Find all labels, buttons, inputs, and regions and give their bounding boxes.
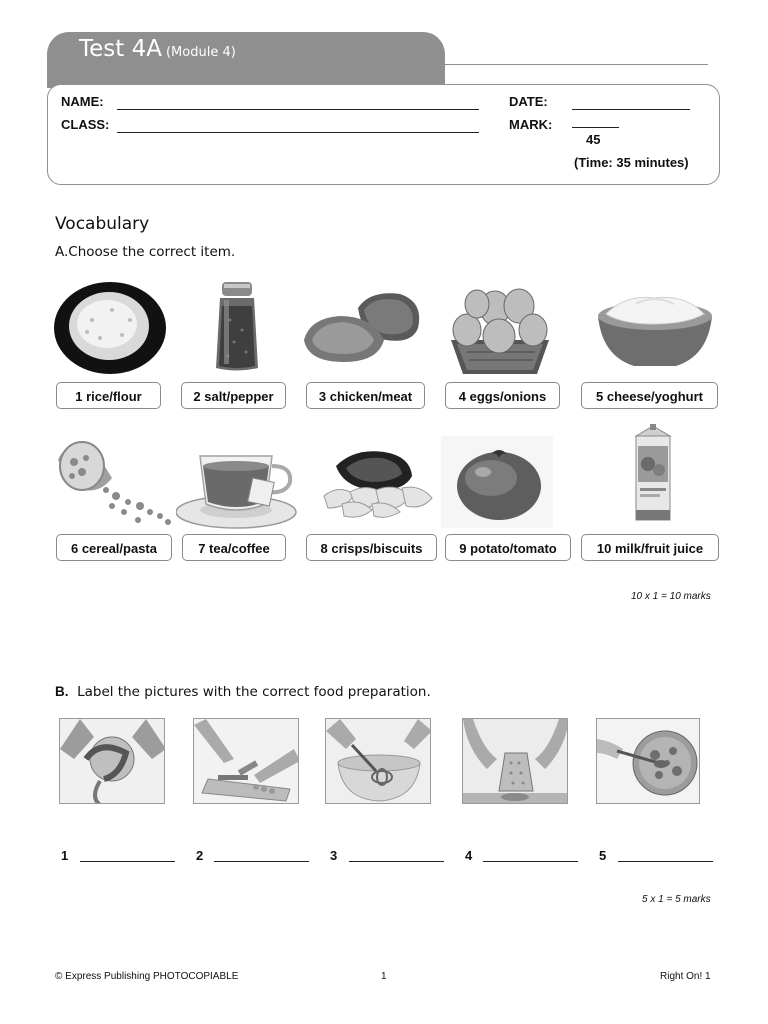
blank-number-1: 1 (61, 848, 69, 863)
vocab-item-5[interactable]: 5 cheese/yoghurt (581, 382, 718, 409)
date-label: DATE: (509, 94, 548, 109)
date-field[interactable] (572, 109, 690, 110)
title-rule (445, 64, 708, 65)
vocab-item-8[interactable]: 8 crisps/biscuits (306, 534, 437, 561)
chopping-icon (193, 718, 299, 804)
mark-field[interactable] (572, 127, 619, 128)
stirring-icon (596, 718, 700, 804)
blank-number-3: 3 (330, 848, 338, 863)
test-subtitle: (Module 4) (165, 45, 236, 60)
blank-number-5: 5 (599, 848, 607, 863)
tea-cup-icon (176, 446, 298, 532)
answer-blank-1[interactable] (80, 861, 175, 862)
section-b-letter: B. (55, 684, 69, 699)
pepper-shaker-icon (210, 280, 264, 374)
meat-icon (300, 288, 424, 366)
juice-carton-icon (628, 424, 678, 524)
whisking-icon (325, 718, 431, 804)
name-field[interactable] (117, 109, 479, 110)
vocab-item-7[interactable]: 7 tea/coffee (182, 534, 286, 561)
marks-b: 5 x 1 = 5 marks (642, 894, 711, 905)
vocab-item-9[interactable]: 9 potato/tomato (445, 534, 571, 561)
name-label: NAME: (61, 94, 104, 109)
crisps-bag-icon (314, 446, 438, 522)
vocabulary-heading: Vocabulary (55, 214, 150, 234)
vocab-item-2[interactable]: 2 salt/pepper (181, 382, 286, 409)
footer-book-title: Right On! 1 (660, 971, 711, 982)
marks-a: 10 x 1 = 10 marks (631, 591, 711, 602)
title-tab (47, 32, 445, 88)
blank-number-2: 2 (196, 848, 204, 863)
tomato-icon (441, 436, 553, 528)
section-b-text: Label the pictures with the correct food preparation. (77, 684, 431, 700)
vocab-item-6[interactable]: 6 cereal/pasta (56, 534, 172, 561)
egg-basket-icon (447, 282, 553, 376)
vocab-item-3[interactable]: 3 chicken/meat (306, 382, 425, 409)
peeling-icon (59, 718, 165, 804)
answer-blank-2[interactable] (214, 861, 309, 862)
blank-number-4: 4 (465, 848, 473, 863)
class-field[interactable] (117, 132, 479, 133)
vocab-item-1[interactable]: 1 rice/flour (56, 382, 161, 409)
mark-total: 45 (586, 132, 601, 147)
yoghurt-bowl-icon (596, 290, 714, 370)
test-title: Test 4A (Module 4) (79, 36, 236, 62)
cereal-jar-icon (52, 440, 180, 534)
rice-plate-icon (52, 280, 168, 376)
mark-label: MARK: (509, 117, 553, 132)
time-note: (Time: 35 minutes) (574, 155, 689, 170)
vocab-item-10[interactable]: 10 milk/fruit juice (581, 534, 719, 561)
instruction-a: A.Choose the correct item. (55, 244, 236, 260)
answer-blank-5[interactable] (618, 861, 713, 862)
answer-blank-4[interactable] (483, 861, 578, 862)
class-label: CLASS: (61, 117, 110, 132)
vocab-item-4[interactable]: 4 eggs/onions (445, 382, 560, 409)
instruction-b (55, 684, 431, 700)
page-number: 1 (381, 971, 387, 982)
grating-icon (462, 718, 568, 804)
footer-copyright: © Express Publishing PHOTOCOPIABLE (55, 971, 239, 982)
answer-blank-3[interactable] (349, 861, 444, 862)
